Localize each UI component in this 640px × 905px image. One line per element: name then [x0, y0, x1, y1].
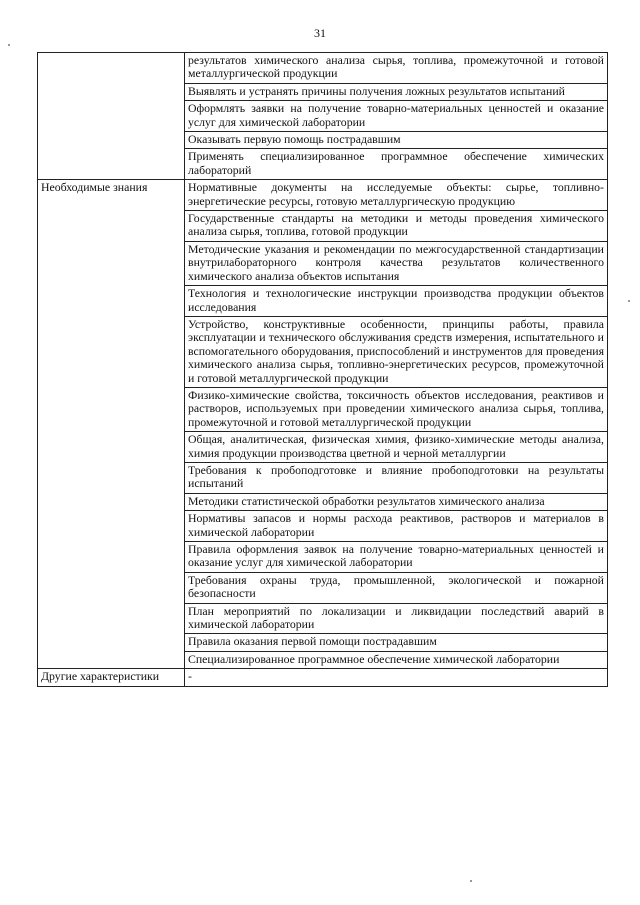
knowledge-cell: Устройство, конструктивные особенности, принципы работы, правила эксплуатации и технического обслуживания средств измерения, испытательного и вспомогательного оборудования, приспособлений и инструментов для проведения химического анализа сырья, топливно-энергетических ресурсов, промежуточной и готовой металлургической продукции: [185, 316, 608, 387]
skill-cell: Выявлять и устранять причины получения ложных результатов испытаний: [185, 83, 608, 100]
knowledge-cell: Методики статистической обработки результатов химического анализа: [185, 493, 608, 510]
knowledge-cell: Нормативные документы на исследуемые объекты: сырье, топливно-энергетические ресурсы, готовую металлургическую продукцию: [185, 180, 608, 211]
knowledge-cell: Нормативы запасов и нормы расхода реактивов, растворов и материалов в химической лаборатории: [185, 511, 608, 542]
scan-speck: [8, 44, 10, 46]
skills-label-cell: [38, 53, 185, 180]
scan-speck: [628, 300, 630, 302]
knowledge-cell: Требования охраны труда, промышленной, экологической и пожарной безопасности: [185, 572, 608, 603]
other-characteristics-label: Другие характеристики: [38, 669, 185, 686]
skill-cell: Оказывать первую помощь пострадавшим: [185, 132, 608, 149]
skill-cell: Применять специализированное программное обеспечение химических лабораторий: [185, 149, 608, 180]
knowledge-cell: План мероприятий по локализации и ликвидации последствий аварий в химической лаборатории: [185, 603, 608, 634]
knowledge-cell: Физико-химические свойства, токсичность объектов исследования, реактивов и растворов, используемых при проведении химического анализа сырья, топлива, промежуточной и готовой металлургической продукции: [185, 387, 608, 431]
knowledge-cell: Правила оформления заявок на получение товарно-материальных ценностей и оказание услуг для химической лаборатории: [185, 542, 608, 573]
other-characteristics-value: -: [185, 669, 608, 686]
skill-cell: результатов химического анализа сырья, топлива, промежуточной и готовой металлургической продукции: [185, 53, 608, 84]
knowledge-cell: Технология и технологические инструкции производства продукции объектов исследования: [185, 286, 608, 317]
scan-speck: [470, 880, 472, 882]
knowledge-label: Необходимые знания: [38, 180, 185, 669]
skill-cell: Оформлять заявки на получение товарно-материальных ценностей и оказание услуг для химической лаборатории: [185, 101, 608, 132]
page-number: 31: [314, 26, 326, 40]
knowledge-cell: Требования к пробоподготовке и влияние пробоподготовки на результаты испытаний: [185, 462, 608, 493]
table-row: [38, 180, 608, 211]
knowledge-cell: Общая, аналитическая, физическая химия, физико-химические методы анализа, химия продукции производства цветной и черной металлургии: [185, 432, 608, 463]
knowledge-cell: Методические указания и рекомендации по межгосударственной стандартизации внутрилабораторного контроля качества результатов количественного химического анализа объектов испытания: [185, 241, 608, 285]
table-row: [38, 53, 608, 84]
table-row: [38, 669, 608, 686]
knowledge-cell: Специализированное программное обеспечение химической лаборатории: [185, 651, 608, 668]
requirements-table: [37, 52, 608, 687]
knowledge-cell: Государственные стандарты на методики и методы проведения химического анализа сырья, топлива, готовой продукции: [185, 211, 608, 242]
knowledge-cell: Правила оказания первой помощи пострадавшим: [185, 634, 608, 651]
